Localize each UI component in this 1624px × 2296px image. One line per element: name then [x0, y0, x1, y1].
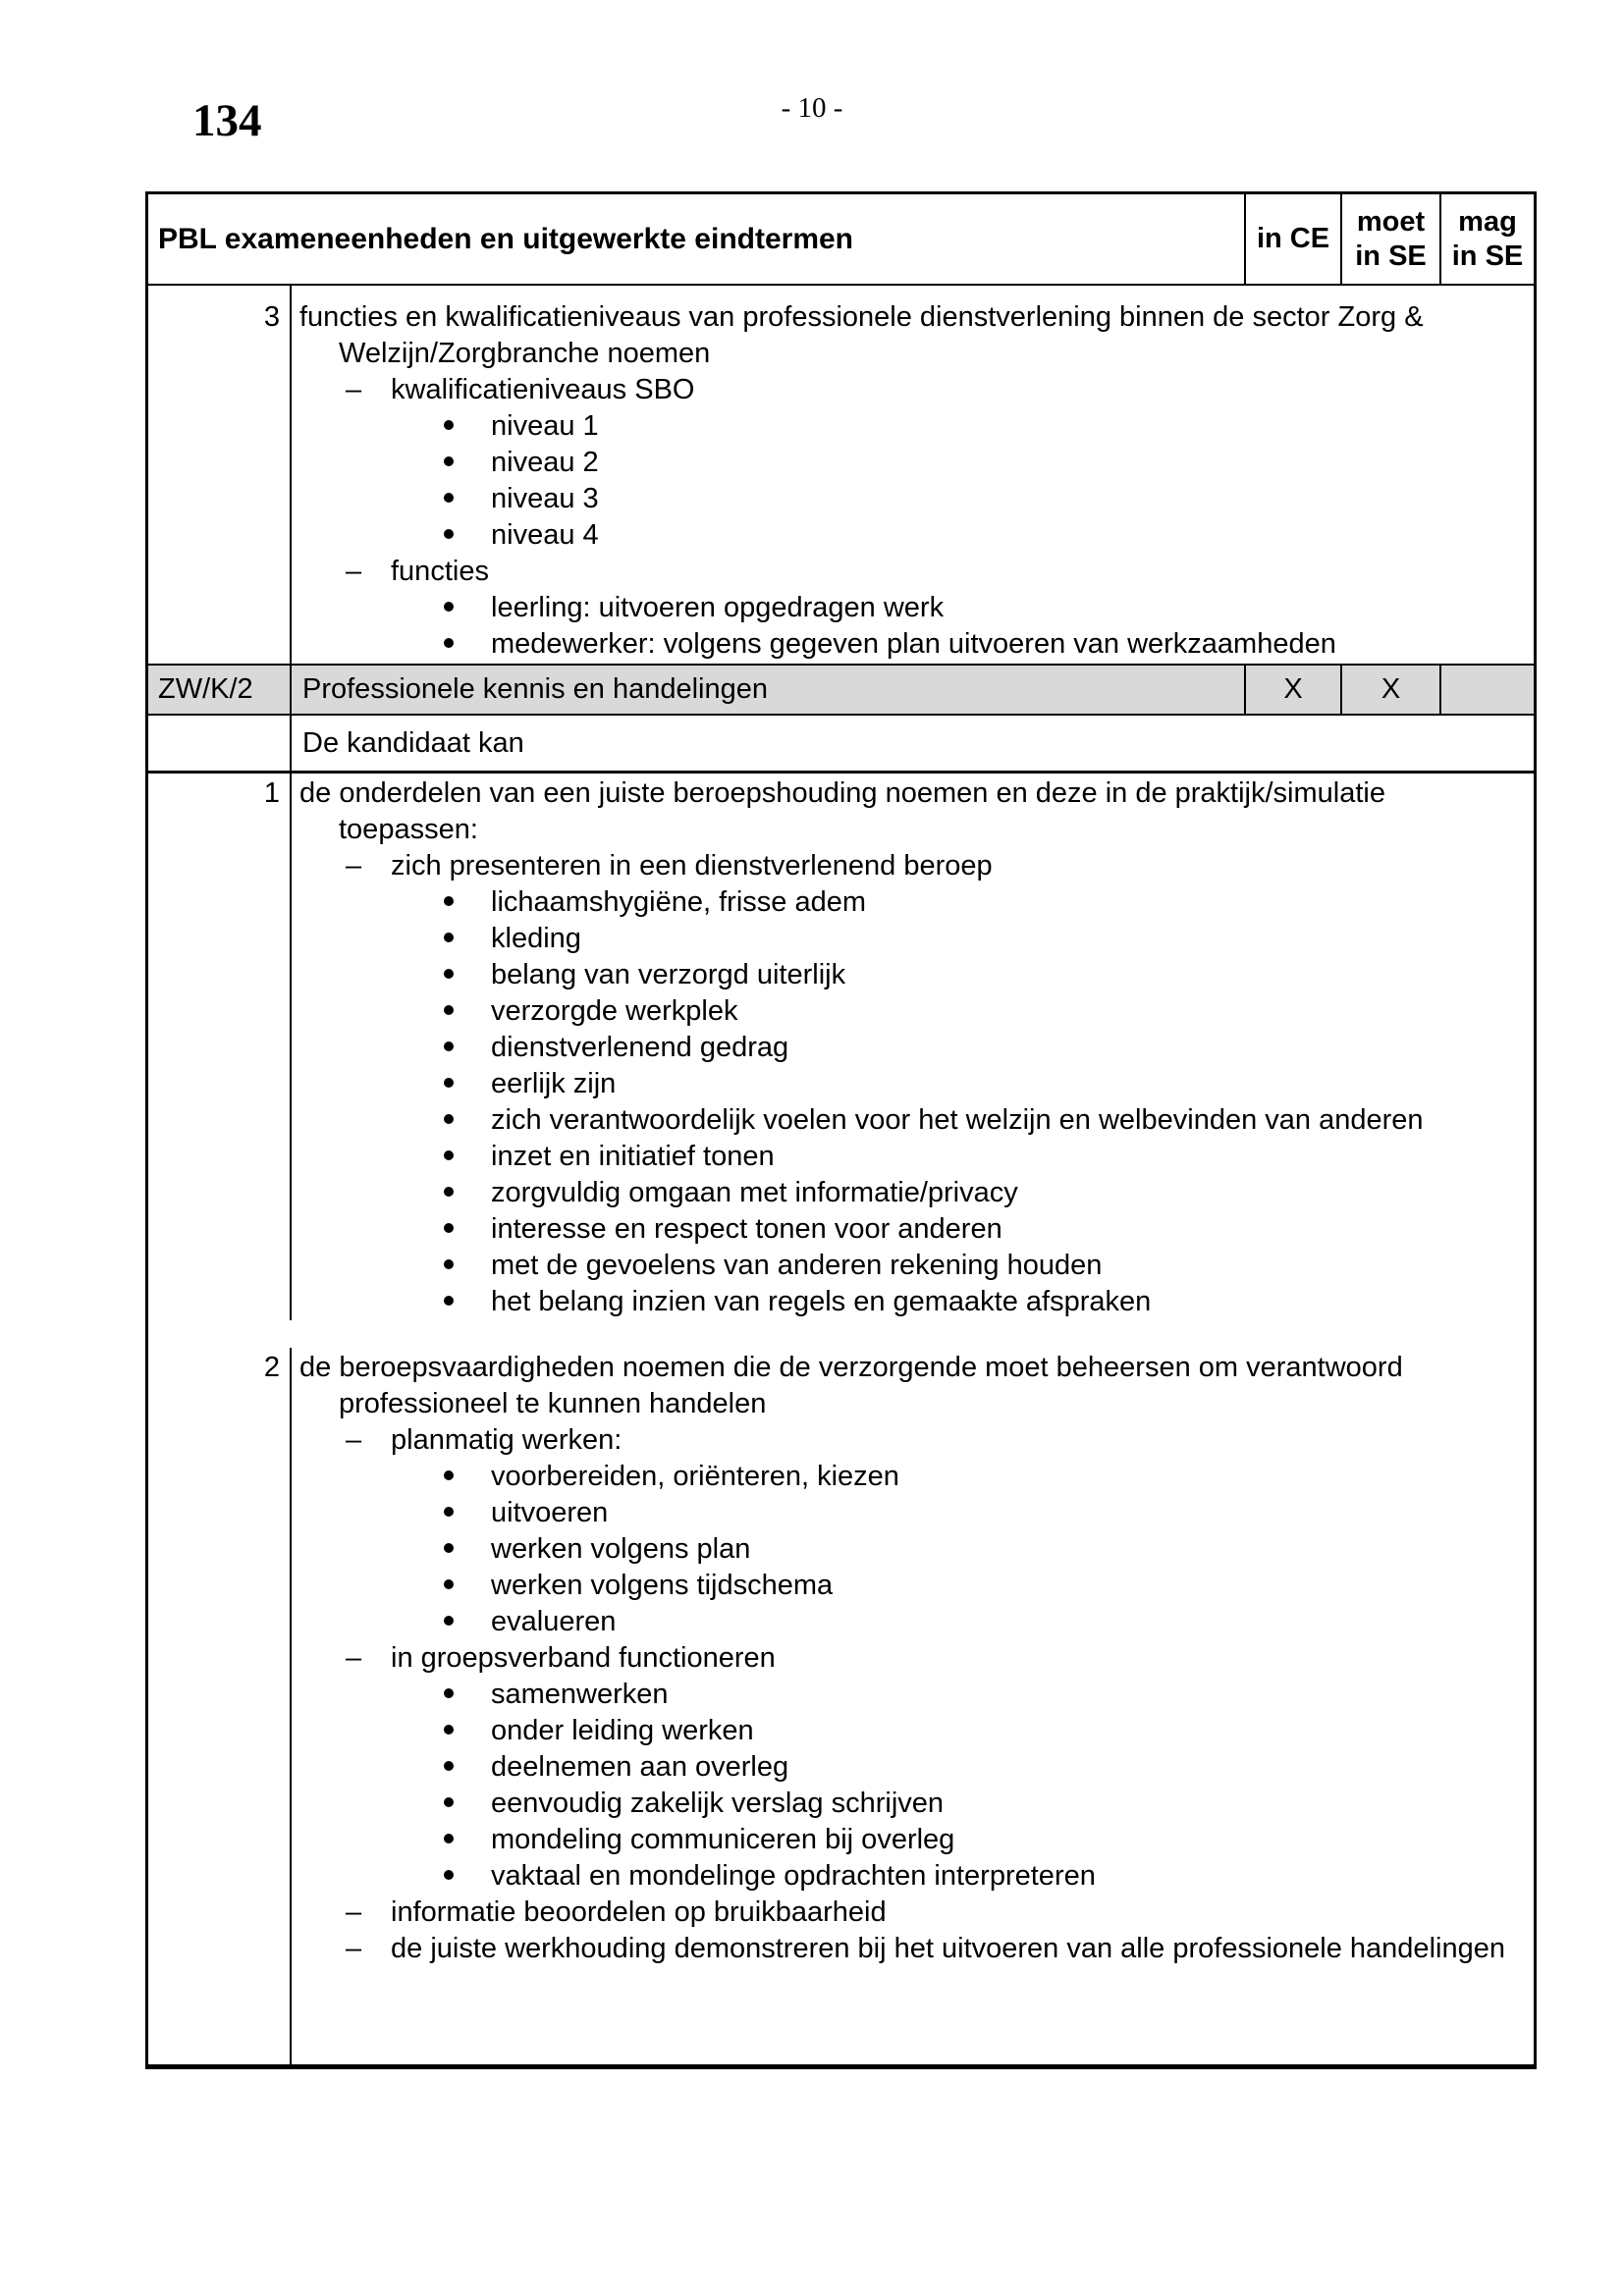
mag-label-line2: in SE	[1451, 240, 1524, 272]
line-text: dienstverlenend gedrag	[491, 1032, 789, 1063]
bullet-line	[292, 1284, 1534, 1320]
line-text: eenvoudig zakelijk verslag schrijven	[491, 1788, 945, 1819]
line-text: zorgvuldig omgaan met informatie/privacy	[491, 1177, 1018, 1208]
bullet-line	[292, 1858, 1534, 1895]
column-header-moet-in-se	[1340, 194, 1439, 284]
text-line	[292, 336, 1534, 372]
bullet-dot-icon	[444, 1259, 454, 1269]
bullet-marker-icon	[444, 626, 491, 663]
bullet-line	[292, 1102, 1534, 1139]
bullet-dot-icon	[444, 1005, 454, 1015]
bullet-marker-icon	[444, 1102, 491, 1139]
bullet-marker-icon	[444, 1713, 491, 1749]
line-text: interesse en respect tonen voor anderen	[491, 1213, 1002, 1245]
line-text: lichaamshygiëne, frisse adem	[491, 886, 867, 918]
moet-label-line2: in SE	[1355, 240, 1427, 272]
line-text: mondeling communiceren bij overleg	[491, 1824, 955, 1855]
bullet-marker-icon	[444, 921, 491, 957]
bullet-marker-icon	[444, 1531, 491, 1568]
text-line	[292, 1350, 1534, 1386]
bullet-marker-icon	[444, 1139, 491, 1175]
text-line	[292, 812, 1534, 848]
bullet-line	[292, 1604, 1534, 1640]
bullet-marker-icon	[444, 1604, 491, 1640]
bullet-marker-icon	[444, 1749, 491, 1786]
dash-line	[292, 1895, 1534, 1931]
line-text: niveau 4	[491, 519, 599, 551]
bullet-dot-icon	[444, 1834, 454, 1843]
bullet-dot-icon	[444, 896, 454, 906]
bullet-marker-icon	[444, 517, 491, 554]
eindterm-number: 2	[148, 1348, 292, 1967]
bullet-line	[292, 921, 1534, 957]
line-text: kleding	[491, 923, 581, 954]
bullet-line	[292, 1066, 1534, 1102]
bullet-line	[292, 1211, 1534, 1248]
empty-table-space	[148, 1967, 1534, 2064]
in-ce-label: in CE	[1256, 223, 1330, 254]
bullet-marker-icon	[444, 1786, 491, 1822]
eindterm-number: 3	[148, 286, 292, 664]
line-text: de beroepsvaardigheden noemen die de verzorgende moet beheersen om verantwoord	[299, 1352, 1403, 1383]
table-title: PBL exameneenheden en uitgewerkte eindtermen	[158, 222, 854, 255]
bullet-dot-icon	[444, 1114, 454, 1124]
bullet-line	[292, 1139, 1534, 1175]
bullet-dot-icon	[444, 1761, 454, 1771]
line-text: eerlijk zijn	[491, 1068, 617, 1099]
eindterm-item-1	[148, 774, 1534, 1320]
line-text: zich presenteren in een dienstverlenend beroep	[391, 850, 993, 881]
eindterm-3-content	[292, 286, 1534, 664]
line-text: in groepsverband functioneren	[391, 1642, 776, 1674]
text-line	[292, 775, 1534, 812]
line-text: functies	[391, 556, 489, 587]
bullet-line	[292, 517, 1534, 554]
line-text: medewerker: volgens gegeven plan uitvoeren van werkzaamheden	[491, 628, 1336, 660]
bullet-marker-icon	[444, 1568, 491, 1604]
bullet-dot-icon	[444, 969, 454, 979]
dash-marker-icon: –	[346, 556, 362, 587]
dash-line	[292, 1931, 1534, 1967]
exam-unit-code: ZW/K/2	[148, 666, 292, 714]
line-text: de onderdelen van een juiste beroepshouding noemen en deze in de praktijk/simulatie	[299, 777, 1385, 809]
table-header-row	[148, 194, 1534, 286]
exam-unit-in-ce-mark: X	[1244, 666, 1340, 714]
bullet-line	[292, 957, 1534, 993]
bullet-marker-icon	[444, 590, 491, 626]
bullet-dot-icon	[444, 1797, 454, 1807]
bullet-line	[292, 1248, 1534, 1284]
dash-line	[292, 1422, 1534, 1459]
bullet-line	[292, 1495, 1534, 1531]
text-line	[292, 299, 1534, 336]
line-text: vaktaal en mondelinge opdrachten interpreteren	[491, 1860, 1096, 1892]
bullet-dot-icon	[444, 638, 454, 648]
line-text: voorbereiden, oriënteren, kiezen	[491, 1461, 899, 1492]
line-text: verzorgde werkplek	[491, 995, 738, 1027]
bullet-line	[292, 445, 1534, 481]
line-text: onder leiding werken	[491, 1715, 754, 1746]
line-text: de juiste werkhouding demonstreren bij het uitvoeren van alle professionele handelingen	[391, 1933, 1505, 1964]
bullet-dot-icon	[444, 1041, 454, 1051]
empty-contentcol	[292, 1967, 1534, 2064]
bullet-dot-icon	[444, 1579, 454, 1589]
bullet-line	[292, 993, 1534, 1030]
exam-unit-row	[148, 664, 1534, 716]
exam-unit-moet-in-se-mark: X	[1340, 666, 1439, 714]
bullet-dot-icon	[444, 1150, 454, 1160]
bullet-marker-icon	[444, 1858, 491, 1895]
dash-line	[292, 372, 1534, 408]
eindterm-item-2	[148, 1320, 1534, 1967]
bullet-marker-icon	[444, 408, 491, 445]
kandidaat-text: De kandidaat kan	[302, 726, 524, 759]
bullet-line	[292, 1531, 1534, 1568]
dash-marker-icon: –	[346, 374, 362, 405]
line-text: functies en kwalificatieniveaus van professionele dienstverlening binnen de sector Zorg &	[299, 301, 1424, 333]
mag-label-line1: mag	[1458, 205, 1517, 238]
dash-marker-icon: –	[346, 1424, 362, 1456]
dash-line	[292, 848, 1534, 884]
bullet-dot-icon	[444, 1543, 454, 1553]
bullet-line	[292, 1713, 1534, 1749]
line-text: het belang inzien van regels en gemaakte afspraken	[491, 1286, 1152, 1317]
bullet-dot-icon	[444, 1616, 454, 1626]
moet-label-line1: moet	[1356, 205, 1426, 238]
line-text: belang van verzorgd uiterlijk	[491, 959, 846, 990]
bullet-marker-icon	[444, 1030, 491, 1066]
exam-table	[145, 191, 1537, 2069]
bullet-line	[292, 590, 1534, 626]
line-text: met de gevoelens van anderen rekening houden	[491, 1250, 1103, 1281]
bullet-dot-icon	[444, 456, 454, 466]
empty-numcol	[148, 1967, 292, 2064]
line-text: samenwerken	[491, 1679, 669, 1710]
bullet-line	[292, 1175, 1534, 1211]
bullet-marker-icon	[444, 445, 491, 481]
bullet-line	[292, 626, 1534, 663]
bullet-marker-icon	[444, 1066, 491, 1102]
line-text: kwalificatieniveaus SBO	[391, 374, 695, 405]
bullet-marker-icon	[444, 1211, 491, 1248]
bullet-marker-icon	[444, 957, 491, 993]
bullet-dot-icon	[444, 1223, 454, 1233]
bullet-dot-icon	[444, 1725, 454, 1735]
bullet-marker-icon	[444, 1248, 491, 1284]
bullet-marker-icon	[444, 1822, 491, 1858]
dash-line	[292, 1640, 1534, 1677]
bullet-marker-icon	[444, 1175, 491, 1211]
bullet-marker-icon	[444, 1459, 491, 1495]
line-text: niveau 3	[491, 483, 599, 514]
bullet-dot-icon	[444, 1187, 454, 1197]
bullet-dot-icon	[444, 420, 454, 430]
eindterm-content	[292, 774, 1534, 1320]
bullet-dot-icon	[444, 529, 454, 539]
line-text: niveau 1	[491, 410, 599, 442]
bullet-dot-icon	[444, 1470, 454, 1480]
bullet-dot-icon	[444, 493, 454, 503]
bullet-line	[292, 1459, 1534, 1495]
line-text: toepassen:	[339, 814, 478, 845]
bullet-dot-icon	[444, 1078, 454, 1088]
bullet-marker-icon	[444, 884, 491, 921]
line-text: informatie beoordelen op bruikbaarheid	[391, 1896, 887, 1928]
bullet-line	[292, 1568, 1534, 1604]
bullet-dot-icon	[444, 1507, 454, 1517]
bullet-dot-icon	[444, 602, 454, 612]
line-text: zich verantwoordelijk voelen voor het welzijn en welbevinden van anderen	[491, 1104, 1424, 1136]
line-text: evalueren	[491, 1606, 617, 1637]
page-number: 134	[192, 95, 262, 146]
bullet-line	[292, 408, 1534, 445]
bullet-line	[292, 481, 1534, 517]
line-text: werken volgens tijdschema	[491, 1570, 834, 1601]
kandidaat-numcol-empty	[148, 716, 292, 771]
dash-line	[292, 554, 1534, 590]
dash-marker-icon: –	[346, 850, 362, 881]
bullet-marker-icon	[444, 481, 491, 517]
bullet-line	[292, 1749, 1534, 1786]
bullet-line	[292, 1030, 1534, 1066]
dash-marker-icon: –	[346, 1933, 362, 1964]
exam-unit-mag-in-se-mark	[1439, 666, 1534, 714]
dash-marker-icon: –	[346, 1896, 362, 1928]
kandidaat-row	[148, 716, 1534, 774]
eindtermen-body-row	[148, 774, 1534, 2064]
bullet-marker-icon	[444, 1284, 491, 1320]
line-text: leerling: uitvoeren opgedragen werk	[491, 592, 945, 623]
line-text: planmatig werken:	[391, 1424, 623, 1456]
bullet-marker-icon	[444, 1677, 491, 1713]
line-text: niveau 2	[491, 447, 599, 478]
bullet-dot-icon	[444, 1870, 454, 1880]
eindterm-number: 1	[148, 774, 292, 1320]
text-line	[292, 1386, 1534, 1422]
exam-unit-title: Professionele kennis en handelingen	[292, 666, 1244, 714]
line-text: uitvoeren	[491, 1497, 609, 1528]
line-text: werken volgens plan	[491, 1533, 751, 1565]
page-center-header: - 10 -	[781, 92, 843, 124]
eindterm-3-row	[148, 286, 1534, 664]
bullet-marker-icon	[444, 993, 491, 1030]
bullet-line	[292, 1786, 1534, 1822]
bullet-line	[292, 1677, 1534, 1713]
column-header-in-ce	[1244, 194, 1340, 284]
bullet-line	[292, 1822, 1534, 1858]
eindterm-content	[292, 1348, 1534, 1967]
bullet-dot-icon	[444, 933, 454, 942]
bullet-line	[292, 884, 1534, 921]
bullet-dot-icon	[444, 1688, 454, 1698]
dash-marker-icon: –	[346, 1642, 362, 1674]
line-text: Welzijn/Zorgbranche noemen	[339, 338, 711, 369]
line-text: deelnemen aan overleg	[491, 1751, 789, 1783]
line-text: inzet en initiatief tonen	[491, 1141, 775, 1172]
bullet-dot-icon	[444, 1296, 454, 1306]
line-text: professioneel te kunnen handelen	[339, 1388, 767, 1419]
column-header-mag-in-se	[1439, 194, 1534, 284]
bullet-marker-icon	[444, 1495, 491, 1531]
